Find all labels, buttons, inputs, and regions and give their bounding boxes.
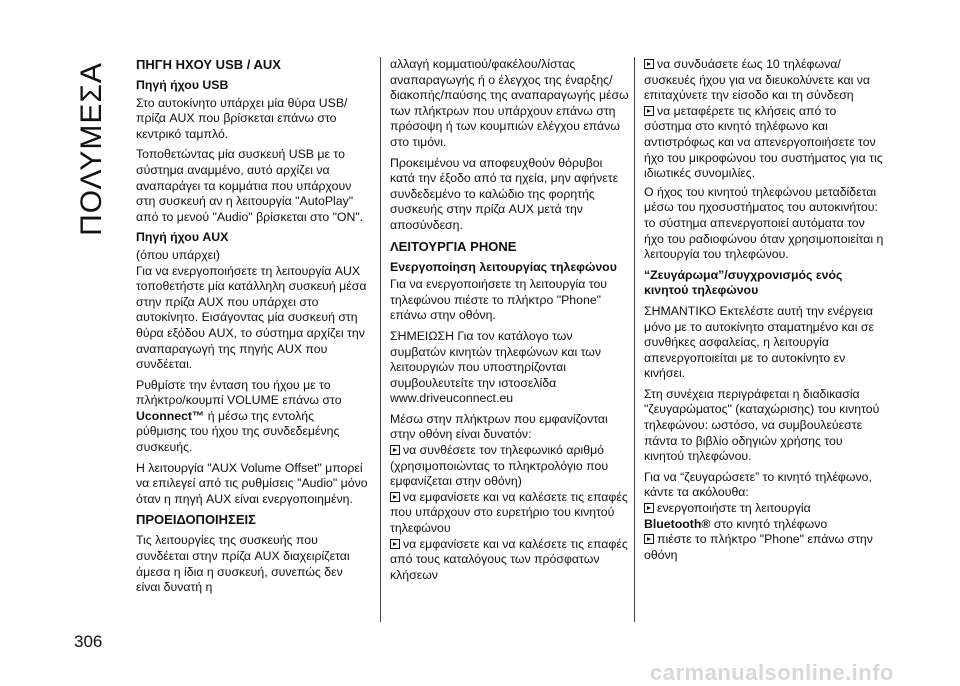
list-item	[644, 532, 884, 563]
list-item	[390, 443, 630, 490]
step-text-b: στο κινητό τηλέφωνο	[710, 516, 828, 531]
step-text: ενεργοποιήστε τη λειτουργία	[657, 501, 811, 516]
aux-subtitle: (όπου υπάρχει)	[136, 247, 220, 262]
arrow-bullet-icon	[644, 106, 654, 116]
bullet-list-col3	[644, 57, 884, 182]
aux-paragraph-3: Η λειτουργία "AUX Volume Offset" μπορεί να επιλεγεί από τις ρυθμίσεις "Audio" μόνο όταν η πηγή AUX είναι ενεργοποιημένη.	[136, 460, 368, 506]
column-1	[136, 57, 368, 601]
bullet-text: να μεταφέρετε τις κλήσεις από το σύστημα στο κινητό τηλέφωνο και αντιστρόφως και να απενεργοποιήσετε τον ήχο του μικροφώνου του συστήματος για τις ιδιωτικές συνομιλίες.	[644, 103, 883, 181]
list-item	[390, 490, 630, 537]
bullet-list-col2	[390, 443, 630, 583]
usb-heading: Πηγή ήχου USB	[136, 78, 229, 92]
aux-heading: Πηγή ήχου AUX	[136, 230, 229, 245]
step-text: πιέστε το πλήκτρο "Phone" επάνω στην οθόνη	[644, 532, 873, 562]
bullet-text: να συνδυάσετε έως 10 τηλέφωνα/συσκευές ήχου για να διευκολύνετε και να επιταχύνετε την είσοδο και τη σύνδεση	[644, 57, 870, 103]
section-title-usb-aux: ΠΗΓΗ ΗΧΟΥ USB / AUX	[136, 57, 281, 72]
list-item	[644, 501, 884, 532]
continued-paragraph-1: αλλαγή κομματιού/φακέλου/λίστας αναπαραγωγής ή ο έλεγχος της έναρξης/διακοπής/παύσης της αναπαραγωγής μέσω των πλήκτρων που υπάρχουν επάνω στη πρόσοψη ή των κουμπιών ελέγχου επάνω στο τιμόνι.	[390, 57, 629, 149]
bullet-text: να εμφανίσετε και να καλέσετε τις επαφές από τους καταλόγους των πρόσφατων κλήσεων	[390, 536, 628, 582]
page-number: 306	[74, 632, 103, 651]
continued-paragraph-2: Προκειμένου να αποφευχθούν θόρυβοι κατά την έξοδο από τα ηχεία, μην αφήνετε συνδεδεμένο το καλώδιο της φορητής συσκευής στην πρίζα AUX μετά την αποσύνδεση.	[390, 155, 619, 232]
pairing-steps	[644, 501, 884, 563]
bluetooth-label: Bluetooth®	[644, 516, 711, 531]
aux-paragraph-2-a: Ρυθμίστε την ένταση του ήχου με το πλήκτρο/κουμπί VOLUME επάνω στο	[136, 377, 342, 408]
pairing-instructions-intro: Για να “ζευγαρώσετε” το κινητό τηλέφωνο, κάντε τα ακόλουθα:	[644, 469, 872, 500]
column-3	[644, 57, 884, 563]
arrow-bullet-icon	[390, 445, 400, 455]
side-section-title-text: ΠΟΛΥΜΕΣΑ	[75, 62, 108, 236]
pairing-heading: “Ζευγάρωμα”/συγχρονισμός ενός κινητού τηλεφώνου	[644, 267, 843, 298]
usb-paragraph-2: Τοποθετώντας μία συσκευή USB με το σύστημα αναμμένο, αυτό αρχίζει να αναπαράγει τα κομμάτια που υπάρχουν στη συσκευή αν η λειτουργία "AutoPlay" από το μενού "Audio" βρίσκεται στο "ON".	[136, 147, 364, 224]
uconnect-label: Uconnect™	[136, 408, 205, 423]
note-paragraph: ΣΗΜΕΙΩΣΗ Για τον κατάλογο των συμβατών κινητών τηλεφώνων και των λειτουργιών που υποστηρίζονται συμβουλευτείτε την ιστοσελίδα www.driveuconnect.eu	[390, 328, 602, 406]
phone-audio-paragraph: Ο ήχος του κινητού τηλεφώνου μεταδίδεται μέσω του ηχοσυστήματος του αυτοκινήτου: το σύστημα απενεργοποιεί αυτόματα τον ήχο του ραδιοφώνου όταν χρησιμοποιείται η λειτουργία του τηλεφώνου.	[644, 184, 884, 262]
arrow-bullet-icon	[644, 59, 654, 69]
column-2	[390, 57, 630, 583]
limits-heading: ΠΡΟΕΙΔΟΠΟΙΗΣΕΙΣ	[136, 512, 256, 528]
list-item	[390, 537, 630, 584]
list-item	[644, 57, 884, 104]
side-section-title	[72, 44, 112, 254]
aux-paragraph-2	[136, 378, 368, 456]
watermark: carmanualsonline.info	[650, 660, 894, 685]
arrow-bullet-icon	[644, 503, 654, 513]
list-item	[644, 104, 884, 182]
aux-paragraph-2-b: ή μέσω της εντολής ρύθμισης του ήχου της συνδεδεμένης συσκευής.	[136, 408, 340, 455]
bullet-text: να συνθέσετε τον τηλεφωνικό αριθμό (χρησιμοποιώντας το πληκτρολόγιο που εμφανίζεται στην οθόνη)	[390, 443, 609, 489]
pairing-procedure-paragraph: Στη συνέχεια περιγράφεται η διαδικασία "ζευγαρώματος" (καταχώρισης) του κινητού τηλεφώνου: ωστόσο, να συμβουλεύεστε πάντα το βιβλίο οδηγιών χρήσης του κινητού τηλεφώνου.	[644, 386, 880, 464]
arrow-bullet-icon	[390, 492, 400, 502]
column-divider-left	[380, 57, 381, 622]
usb-paragraph-1: Στο αυτοκίνητο υπάρχει μία θύρα USB/πρίζα AUX που βρίσκεται επάνω στο κεντρικό ταμπλό.	[136, 95, 348, 141]
via-buttons-paragraph: Μέσω στην πλήκτρων που εμφανίζονται στην οθόνη είναι δυνατόν:	[390, 411, 608, 442]
section-title-phone: ΛΕΙΤΟΥΡΓΙΑ PHONE	[390, 238, 517, 254]
arrow-bullet-icon	[390, 539, 400, 549]
limits-paragraph-1: Τις λειτουργίες της συσκευής που συνδέεται στην πρίζα AUX διαχειρίζεται άμεσα η ίδια η συσκευή, συνεπώς δεν είναι δυνατή η	[136, 533, 350, 595]
pairing-important-paragraph: ΣΗΜΑΝΤΙΚΟ Εκτελέστε αυτή την ενέργεια μόνο με το αυτοκίνητο σταματημένο και σε συνθήκες ασφαλείας, η λειτουργία απενεργοποιείται με το αυτοκίνητο εν κινήσει.	[644, 303, 874, 381]
aux-paragraph-1: Για να ενεργοποιήσετε τη λειτουργία AUX τοποθετήστε μία κατάλληλη συσκευή μέσα στην πρίζα AUX που υπάρχει στο αυτοκίνητο. Εισάγοντας μία συσκευή στη θύρα εξόδου AUX, το σύστημα αρχίζει την αναπαραγωγή της πηγής AUX που συνδέεται.	[136, 263, 367, 372]
activate-phone-heading: Ενεργοποίηση λειτουργίας τηλεφώνου	[390, 259, 617, 274]
column-divider-right	[634, 57, 635, 622]
bullet-text: να εμφανίσετε και να καλέσετε τις επαφές που υπάρχουν στο ευρετήριο του κινητού τηλεφώνου	[390, 489, 628, 536]
activate-phone-paragraph: Για να ενεργοποιήσετε τη λειτουργία του τηλεφώνου πιέστε το πλήκτρο "Phone" επάνω στην οθόνη.	[390, 277, 608, 323]
arrow-bullet-icon	[644, 534, 654, 544]
